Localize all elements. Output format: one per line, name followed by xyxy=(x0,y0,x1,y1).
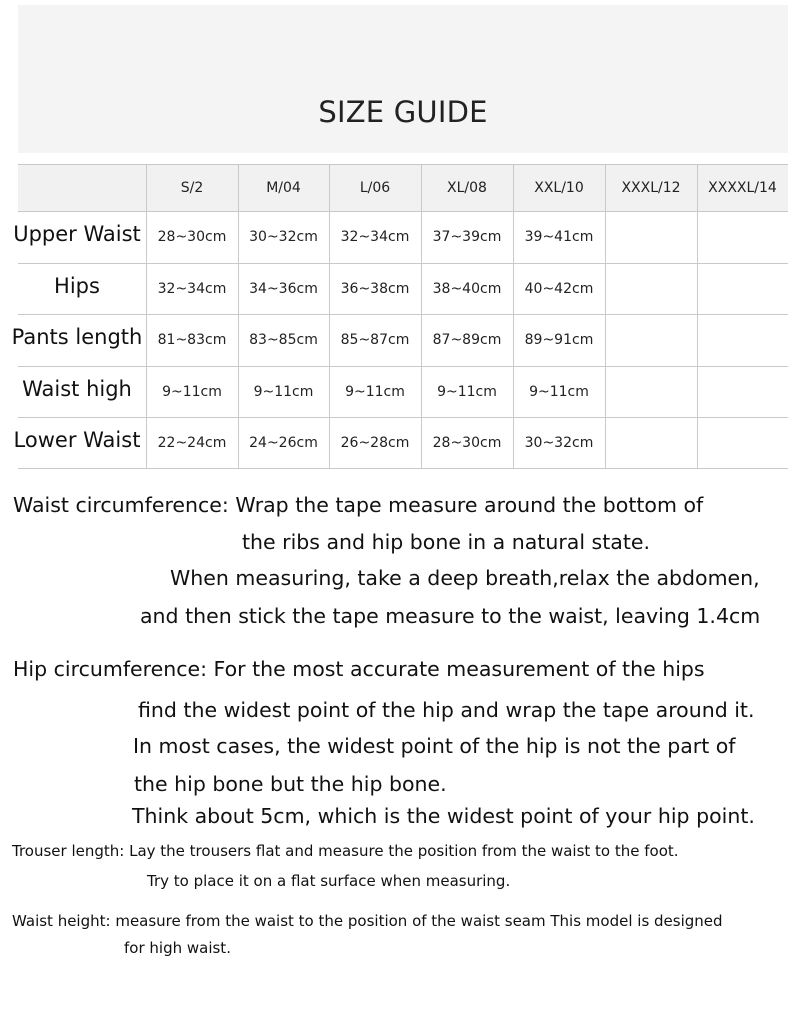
size-value-cell: 32~34cm xyxy=(340,229,410,245)
table-row-divider xyxy=(18,468,788,469)
size-value-cell: 87~89cm xyxy=(432,332,502,348)
size-value-cell xyxy=(605,211,697,263)
size-value-cell xyxy=(697,263,788,314)
column-header: S/2 xyxy=(180,179,204,196)
trouser-note-line-1: Trouser length: Lay the trousers flat and measure the position from the waist to the foot. xyxy=(12,842,679,860)
size-value-cell: 26~28cm xyxy=(340,434,410,451)
size-value-cell: 85~87cm xyxy=(340,332,410,348)
size-value-cell: 40~42cm xyxy=(524,280,594,297)
size-value-cell: 30~32cm xyxy=(524,434,594,451)
size-value-cell: 28~30cm xyxy=(432,434,502,451)
row-label: Pants length xyxy=(11,325,143,349)
column-header: XL/08 xyxy=(447,179,487,196)
column-header: XXL/10 xyxy=(534,179,584,196)
size-value-cell: 24~26cm xyxy=(249,434,318,451)
table-column-divider xyxy=(697,164,698,468)
waist-height-note-line-2: for high waist. xyxy=(124,939,231,957)
waist-note-line-2: the ribs and hip bone in a natural state. xyxy=(242,530,650,554)
table-column-divider xyxy=(513,164,514,468)
column-header: L/06 xyxy=(359,179,391,196)
size-value-cell: 32~34cm xyxy=(157,280,227,297)
size-value-cell: 81~83cm xyxy=(157,332,227,348)
size-value-cell: 30~32cm xyxy=(249,229,318,245)
size-value-cell: 89~91cm xyxy=(524,332,594,348)
table-column-divider xyxy=(146,164,147,468)
table-row-divider xyxy=(18,417,788,418)
size-value-cell: 83~85cm xyxy=(249,332,318,348)
table-row-divider xyxy=(18,164,788,165)
size-value-cell: 38~40cm xyxy=(432,280,502,297)
size-value-cell xyxy=(697,211,788,263)
size-value-cell: 9~11cm xyxy=(162,383,222,400)
table-column-divider xyxy=(329,164,330,468)
size-value-cell xyxy=(697,417,788,468)
table-column-divider xyxy=(421,164,422,468)
size-value-cell xyxy=(697,314,788,366)
hip-note-line-3: In most cases, the widest point of the hip is not the part of xyxy=(133,734,736,758)
table-row-divider xyxy=(18,314,788,315)
row-label: Upper Waist xyxy=(13,222,141,246)
size-value-cell xyxy=(605,417,697,468)
size-value-cell xyxy=(605,263,697,314)
column-header: XXXL/12 xyxy=(621,179,681,196)
column-header: M/04 xyxy=(266,179,301,196)
size-value-cell: 22~24cm xyxy=(157,434,227,451)
size-value-cell xyxy=(697,366,788,417)
size-value-cell: 9~11cm xyxy=(253,383,314,400)
table-column-divider xyxy=(238,164,239,468)
table-row-divider xyxy=(18,211,788,212)
size-value-cell: 9~11cm xyxy=(437,383,497,400)
size-value-cell: 34~36cm xyxy=(249,280,318,297)
table-row-divider xyxy=(18,263,788,264)
page-title: SIZE GUIDE xyxy=(318,95,488,129)
hip-note-line-2: find the widest point of the hip and wrap the tape around it. xyxy=(138,698,755,722)
size-value-cell: 9~11cm xyxy=(345,383,405,400)
waist-note-line-1: Waist circumference: Wrap the tape measure around the bottom of xyxy=(13,493,704,517)
row-label: Waist high xyxy=(22,376,132,401)
waist-note-line-3: When measuring, take a deep breath,relax the abdomen, xyxy=(170,566,760,590)
size-value-cell: 37~39cm xyxy=(432,229,502,245)
hip-note-line-1: Hip circumference: For the most accurate measurement of the hips xyxy=(13,657,705,681)
size-value-cell: 28~30cm xyxy=(157,229,227,245)
waist-note-line-4: and then stick the tape measure to the waist, leaving 1.4cm xyxy=(140,604,761,628)
size-value-cell: 36~38cm xyxy=(340,280,410,297)
size-value-cell xyxy=(605,366,697,417)
size-value-cell: 9~11cm xyxy=(529,383,589,400)
column-header: XXXXL/14 xyxy=(708,179,777,196)
waist-height-note-line-1: Waist height: measure from the waist to the position of the waist seam This model is designed xyxy=(12,912,723,930)
row-label: Hips xyxy=(54,273,100,298)
size-value-cell: 39~41cm xyxy=(524,229,594,245)
row-label: Lower Waist xyxy=(13,427,141,452)
hip-note-line-4: the hip bone but the hip bone. xyxy=(134,772,447,796)
table-column-divider xyxy=(605,164,606,468)
size-value-cell xyxy=(605,314,697,366)
table-row-divider xyxy=(18,366,788,367)
hip-note-line-5: Think about 5cm, which is the widest point of your hip point. xyxy=(132,804,755,828)
size-table xyxy=(0,0,790,480)
trouser-note-line-2: Try to place it on a flat surface when measuring. xyxy=(147,872,511,890)
